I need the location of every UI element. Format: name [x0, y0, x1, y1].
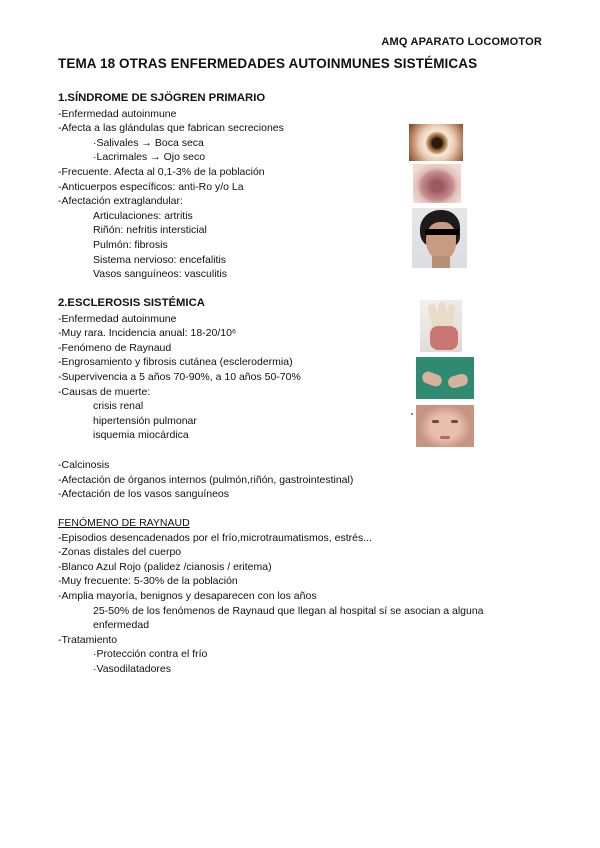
- list-item: Pulmón: fibrosis: [93, 238, 168, 251]
- list-item: enfermedad: [93, 619, 150, 632]
- hand-shape: [421, 370, 444, 388]
- list-item: ·Protección contra el frío: [93, 648, 208, 661]
- raynaud-hand-photo: [420, 300, 462, 352]
- list-item: -Afectación extraglandular:: [58, 195, 183, 208]
- eye-shape: [451, 420, 458, 423]
- palm-shape: [430, 326, 458, 350]
- page-title: TEMA 18 OTRAS ENFERMEDADES AUTOINMUNES SISTÉMICAS: [58, 56, 478, 71]
- list-item: -Afectación de los vasos sanguíneos: [58, 488, 230, 501]
- list-item: -Afecta a las glándulas que fabrican secreciones: [58, 122, 284, 135]
- dry-tongue-photo: [413, 164, 461, 203]
- list-item: -Frecuente. Afecta al 0,1-3% de la población: [58, 165, 265, 178]
- mouth-shape: [440, 436, 450, 439]
- stray-mark: [411, 413, 413, 415]
- list-item: -Tratamiento: [58, 633, 118, 646]
- list-item: isquemia miocárdica: [93, 429, 189, 442]
- list-item: 25-50% de los fenómenos de Raynaud que llegan al hospital sí se asocian a alguna: [93, 604, 484, 617]
- hand-shape: [447, 373, 469, 390]
- list-item: -Blanco Azul Rojo (palidez /cianosis / eritema): [58, 560, 272, 573]
- list-item: Riñón: nefritis intersticial: [93, 224, 207, 237]
- raynaud-heading: FENÓMENO DE RAYNAUD: [58, 517, 190, 529]
- esclerosis-section: [58, 296, 301, 443]
- list-item: ·Lacrimales → Ojo seco: [93, 151, 206, 164]
- list-item: -Muy rara. Incidencia anual: 18-20/10⁶: [58, 327, 237, 340]
- list-item: -Engrosamiento y fibrosis cutánea (esclerodermia): [58, 356, 293, 369]
- anonymizing-bar: [425, 229, 459, 235]
- eye-shape: [432, 420, 439, 423]
- list-item: crisis renal: [93, 400, 144, 413]
- course-header: AMQ APARATO LOCOMOTOR: [381, 36, 542, 48]
- list-item: -Episodios desencadenados por el frío,microtraumatismos, estrés...: [58, 531, 372, 544]
- neck-shape: [432, 256, 450, 268]
- list-item: -Muy frecuente: 5-30% de la población: [58, 575, 238, 588]
- patient-profile-photo: [412, 208, 467, 268]
- list-item: -Amplia mayoría, benignos y desaparecen con los años: [58, 589, 317, 602]
- list-item: hipertensión pulmonar: [93, 414, 197, 427]
- list-item: ·Salivales → Boca seca: [93, 136, 204, 149]
- scleroderma-face-photo: [416, 405, 474, 447]
- esclerosis-extra: [58, 458, 353, 502]
- dry-eye-photo: [409, 124, 463, 161]
- face-shape: [426, 222, 456, 260]
- sjogren-section: [58, 91, 284, 282]
- list-item: ·Vasodilatadores: [93, 662, 172, 675]
- raynaud-section: [58, 516, 484, 677]
- list-item: Vasos sanguíneos: vasculitis: [93, 268, 228, 281]
- list-item: Articulaciones: artritis: [93, 209, 193, 222]
- list-item: -Enfermedad autoinmune: [58, 312, 177, 325]
- list-item: -Enfermedad autoinmune: [58, 107, 177, 120]
- list-item: Sistema nervioso: encefalitis: [93, 253, 227, 266]
- list-item: -Afectación de órganos internos (pulmón,riñón, gastrointestinal): [58, 473, 354, 486]
- list-item: -Anticuerpos específicos: anti-Ro y/o La: [58, 180, 244, 193]
- list-item: -Supervivencia a 5 años 70-90%, a 10 años 50-70%: [58, 370, 301, 383]
- list-item: -Zonas distales del cuerpo: [58, 546, 182, 559]
- list-item: -Causas de muerte:: [58, 385, 151, 398]
- list-item: -Calcinosis: [58, 459, 110, 471]
- esclerosis-heading: 2.ESCLEROSIS SISTÉMICA: [58, 297, 205, 309]
- sclerodactyly-hands-photo: [416, 357, 474, 399]
- list-item: -Fenómeno de Raynaud: [58, 341, 172, 354]
- sjogren-heading: 1.SÍNDROME DE SJÖGREN PRIMARIO: [58, 92, 266, 104]
